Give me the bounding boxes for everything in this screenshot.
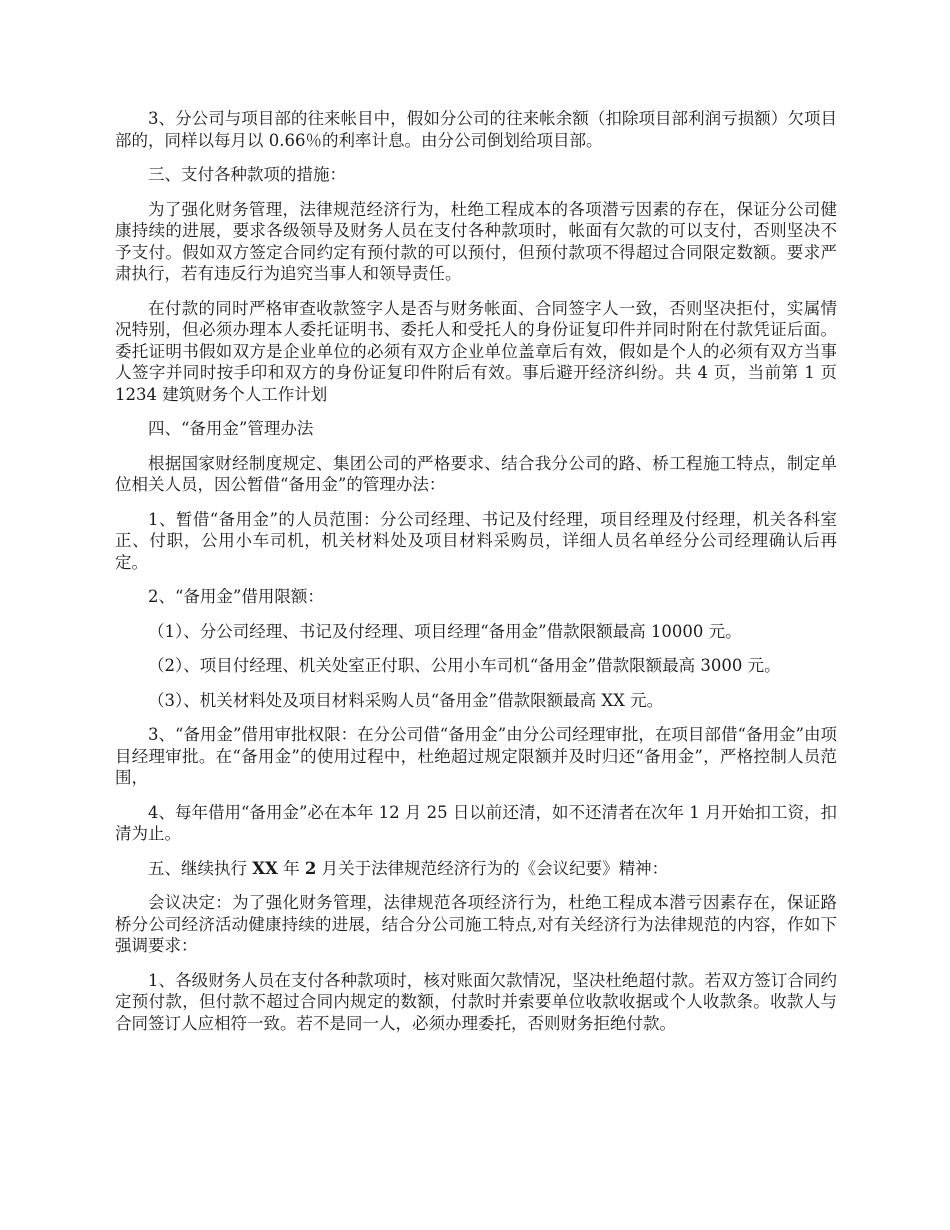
paragraph-payment-requirement-1: 1、各级财务人员在支付各种款项时，核对账面欠款情况，坚决杜绝超付款。若双方签订合同约定预付款，但付款不超过合同内规定的数额，付款时并索要单位收款收据或个人收款条。收款人与合同签订人应相符一致。若不是同一人，必须办理委托，否则财务拒绝付款。 xyxy=(115,970,837,1033)
section5-month: 2 xyxy=(304,858,317,878)
paragraph-repayment-deadline: 4、每年借用“备用金”必在本年 12 月 25 日以前还清，如不还清者在次年 1 月开始扣工资，扣清为止。 xyxy=(115,802,837,843)
paragraph-limit-item-3: （3）、机关材料处及项目材料采购人员“备用金”借款限额最高 XX 元。 xyxy=(148,690,664,710)
section5-mid: 年 xyxy=(277,858,305,878)
section-heading-meeting-minutes xyxy=(115,858,837,880)
section-heading-payment-measures: 三、支付各种款项的措施： xyxy=(148,165,346,184)
paragraph-payment-review: 在付款的同时严格审查收款签字人是否与财务帐面、合同签字人一致，否则坚决拒付，实属情况特别，但必须办理本人委托证明书、委托人和受托人的身份证复印件并同时附在付款凭证后面。委托证明书假如双方是企业单位的必须有双方企业单位盖章后有效，假如是个人的必须有双方当事人签字并同时按手印和双方的身份证复印件附后有效。事后避开经济纠纷。共 4 页，当前第 1 页 1234 建筑财务个人工作计划 xyxy=(115,298,837,404)
paragraph-interest-calculation: 3、分公司与项目部的往来帐目中，假如分公司的往来帐余额（扣除项目部利润亏损额）欠项目部的，同样以每月以 0.66％的利率计息。由分公司倒划给项目部。 xyxy=(115,109,837,150)
section-heading-reserve-fund: 四、“备用金”管理办法 xyxy=(148,419,314,438)
paragraph-limit-item-2: （2）、项目付经理、机关处室正付职、公用小车司机“备用金”借款限额最高 3000 元。 xyxy=(148,656,781,675)
paragraph-reserve-fund-intro: 根据国家财经制度规定、集团公司的严格要求、结合我分公司的路、桥工程施工特点，制定单位相关人员，因公暂借“备用金”的管理办法： xyxy=(115,453,837,494)
paragraph-limit-item-1: （1）、分公司经理、书记及付经理、项目经理“备用金”借款限额最高 10000 元。 xyxy=(148,621,742,641)
paragraph-reserve-fund-scope: 1、暂借“备用金”的人员范围：分公司经理、书记及付经理，项目经理及付经理，机关各科室正、付职，公用小车司机，机关材料处及项目材料采购员，详细人员名单经分公司经理确认后再定。 xyxy=(115,509,837,572)
paragraph-financial-management: 为了强化财务管理，法律规范经济行为，杜绝工程成本的各项潜亏因素的存在，保证分公司健康持续的进展，要求各级领导及财务人员在支付各种款项时，帐面有欠款的可以支付，否则坚决不予支付。假如双方签定合同约定有预付款的可以预付，但预付款项不得超过合同限定数额。要求严肃执行，若有违反行为追究当事人和领导责任。 xyxy=(115,199,837,283)
document-body xyxy=(115,108,837,1047)
section5-year: XX xyxy=(252,858,278,878)
section5-suffix: 月关于法律规范经济行为的《会议纪要》精神： xyxy=(316,858,669,878)
paragraph-meeting-decision: 会议决定：为了强化财务管理，法律规范各项经济行为，杜绝工程成本潜亏因素存在，保证路桥分公司经济活动健康持续的进展，结合分公司施工特点,对有关经济行为法律规范的内容，作如下强调要求： xyxy=(115,893,837,955)
section5-prefix: 五、继续执行 xyxy=(148,858,253,878)
paragraph-reserve-fund-limits-heading: 2、“备用金”借用限额： xyxy=(148,587,324,606)
paragraph-approval-authority: 3、“备用金”借用审批权限：在分公司借“备用金”由分公司经理审批，在项目部借“备用金”由项目经理审批。在“备用金”的使用过程中，杜绝超过规定限额并及时归还“备用金”，严格控制人员范围， xyxy=(115,725,837,787)
